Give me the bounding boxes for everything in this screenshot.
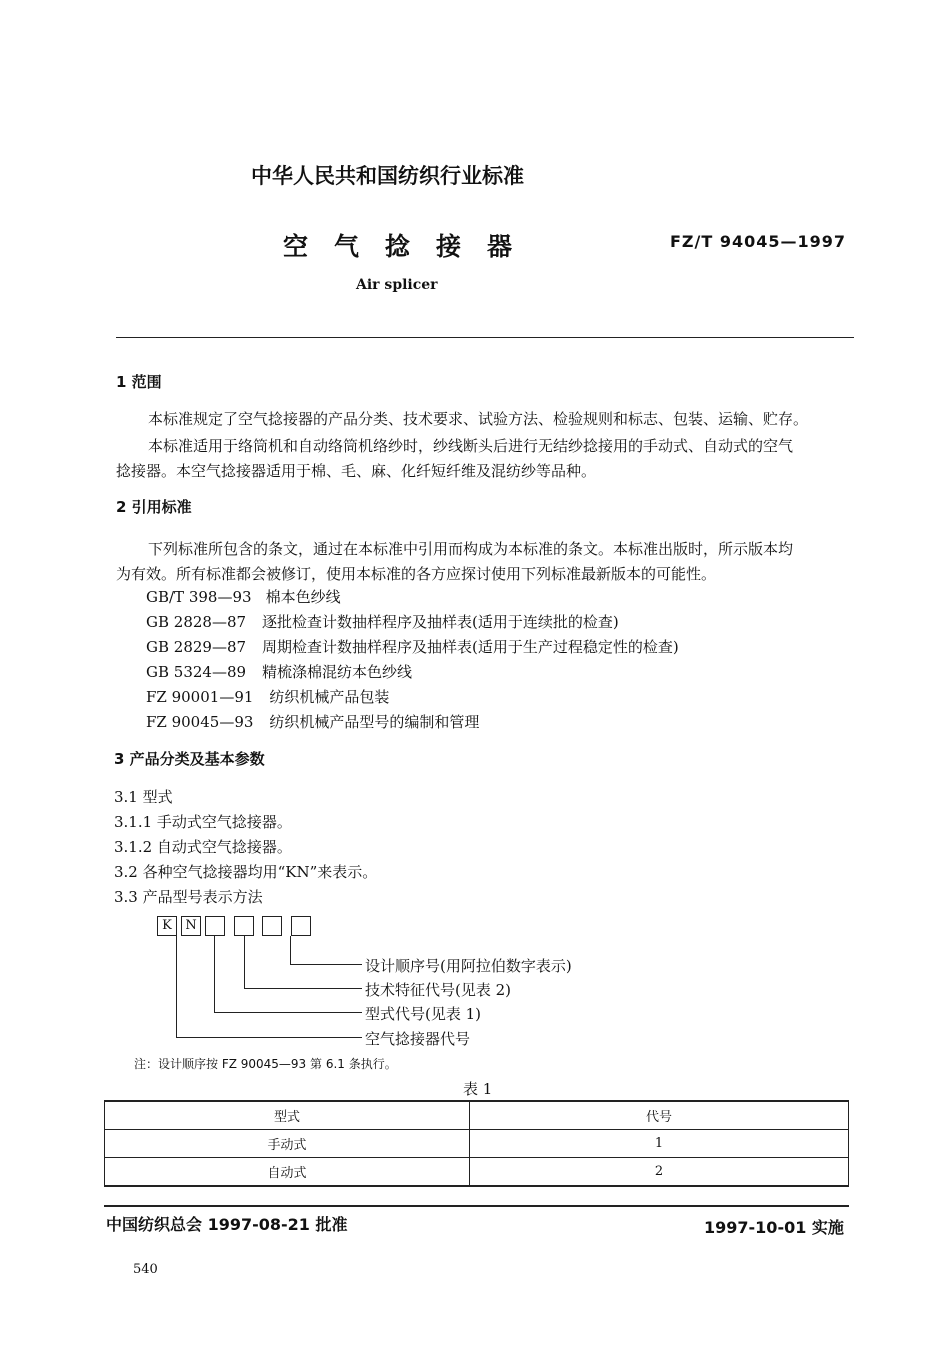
doc-number: FZ/T 94045—1997 [670, 232, 847, 251]
table-row [105, 1158, 849, 1187]
reference-item: GB 5324—89 精梳涤棉混纺本色纱线 [146, 663, 413, 681]
box-n: N [181, 916, 201, 936]
leader-line [214, 936, 215, 1013]
section-2-paragraph-line-2: 为有效。所有标准都会被修订，使用本标准的各方应探讨使用下列标准最新版本的可能性。 [116, 565, 717, 583]
bottom-rule [104, 1205, 849, 1207]
leader-line [244, 988, 362, 989]
leader-line [214, 1012, 362, 1013]
table-cell-code: 1 [470, 1130, 849, 1158]
section-3-2: 3.2 各种空气捻接器均用“KN”来表示。 [114, 863, 378, 881]
section-1-paragraph-1: 本标准规定了空气捻接器的产品分类、技术要求、试验方法、检验规则和标志、包装、运输、贮存。 [148, 410, 809, 428]
page-number: 540 [133, 1262, 158, 1277]
table-1-caption: 表 1 [463, 1080, 493, 1098]
table-row [105, 1130, 849, 1158]
reference-item: GB 2829—87 周期检查计数抽样程序及抽样表(适用于生产过程稳定性的检查) [146, 638, 679, 656]
box-empty [234, 916, 254, 936]
section-3-1-2: 3.1.2 自动式空气捻接器。 [114, 838, 292, 856]
table-1 [104, 1100, 849, 1187]
box-empty [291, 916, 311, 936]
box-k: K [157, 916, 177, 936]
section-3-3: 3.3 产品型号表示方法 [114, 888, 263, 906]
doc-title: 空气捻接器 [283, 232, 539, 261]
diagram-note: 注：设计顺序按 FZ 90045—93 第 6.1 条执行。 [134, 1057, 397, 1071]
section-2-paragraph-line-1: 下列标准所包含的条文，通过在本标准中引用而构成为本标准的条文。本标准出版时，所示版本均 [148, 540, 794, 558]
section-3-1-1: 3.1.1 手动式空气捻接器。 [114, 813, 292, 831]
diagram-label-design-sequence: 设计顺序号(用阿拉伯数字表示) [365, 957, 572, 975]
box-empty [205, 916, 225, 936]
box-empty [262, 916, 282, 936]
leader-line [176, 936, 177, 1038]
section-1-paragraph-2-line-2: 捻接器。本空气捻接器适用于棉、毛、麻、化纤短纤维及混纺纱等品种。 [116, 462, 597, 480]
diagram-label-tech-feature: 技术特征代号(见表 2) [365, 981, 512, 999]
reference-item: FZ 90001—91 纺织机械产品包装 [146, 688, 390, 706]
table-header-type: 型式 [105, 1101, 470, 1130]
table-cell-type: 自动式 [105, 1158, 470, 1187]
section-2-heading: 2 引用标准 [116, 498, 192, 516]
reference-item: GB/T 398—93 棉本色纱线 [146, 588, 341, 606]
effective-date: 1997-10-01 实施 [704, 1218, 844, 1237]
leader-line [244, 936, 245, 989]
standard-title: 中华人民共和国纺织行业标准 [251, 164, 524, 188]
diagram-label-type-code: 型式代号(见表 1) [365, 1005, 482, 1023]
approval-statement: 中国纺织总会 1997-08-21 批准 [106, 1215, 348, 1234]
table-cell-code: 2 [470, 1158, 849, 1187]
diagram-label-splicer-code: 空气捻接器代号 [365, 1030, 471, 1048]
table-cell-type: 手动式 [105, 1130, 470, 1158]
leader-line [290, 964, 362, 965]
table-header-row [105, 1101, 849, 1130]
reference-item: GB 2828—87 逐批检查计数抽样程序及抽样表(适用于连续批的检查) [146, 613, 619, 631]
section-3-heading: 3 产品分类及基本参数 [114, 750, 265, 768]
doc-subtitle: Air splicer [356, 277, 438, 293]
leader-line [176, 1037, 362, 1038]
section-1-heading: 1 范围 [116, 373, 162, 391]
top-rule [116, 337, 854, 338]
section-1-paragraph-2-line-1: 本标准适用于络筒机和自动络筒机络纱时，纱线断头后进行无结纱捻接用的手动式、自动式的空气 [148, 437, 794, 455]
table-header-code: 代号 [470, 1101, 849, 1130]
leader-line [290, 936, 291, 965]
reference-item: FZ 90045—93 纺织机械产品型号的编制和管理 [146, 713, 480, 731]
section-3-1: 3.1 型式 [114, 788, 173, 806]
